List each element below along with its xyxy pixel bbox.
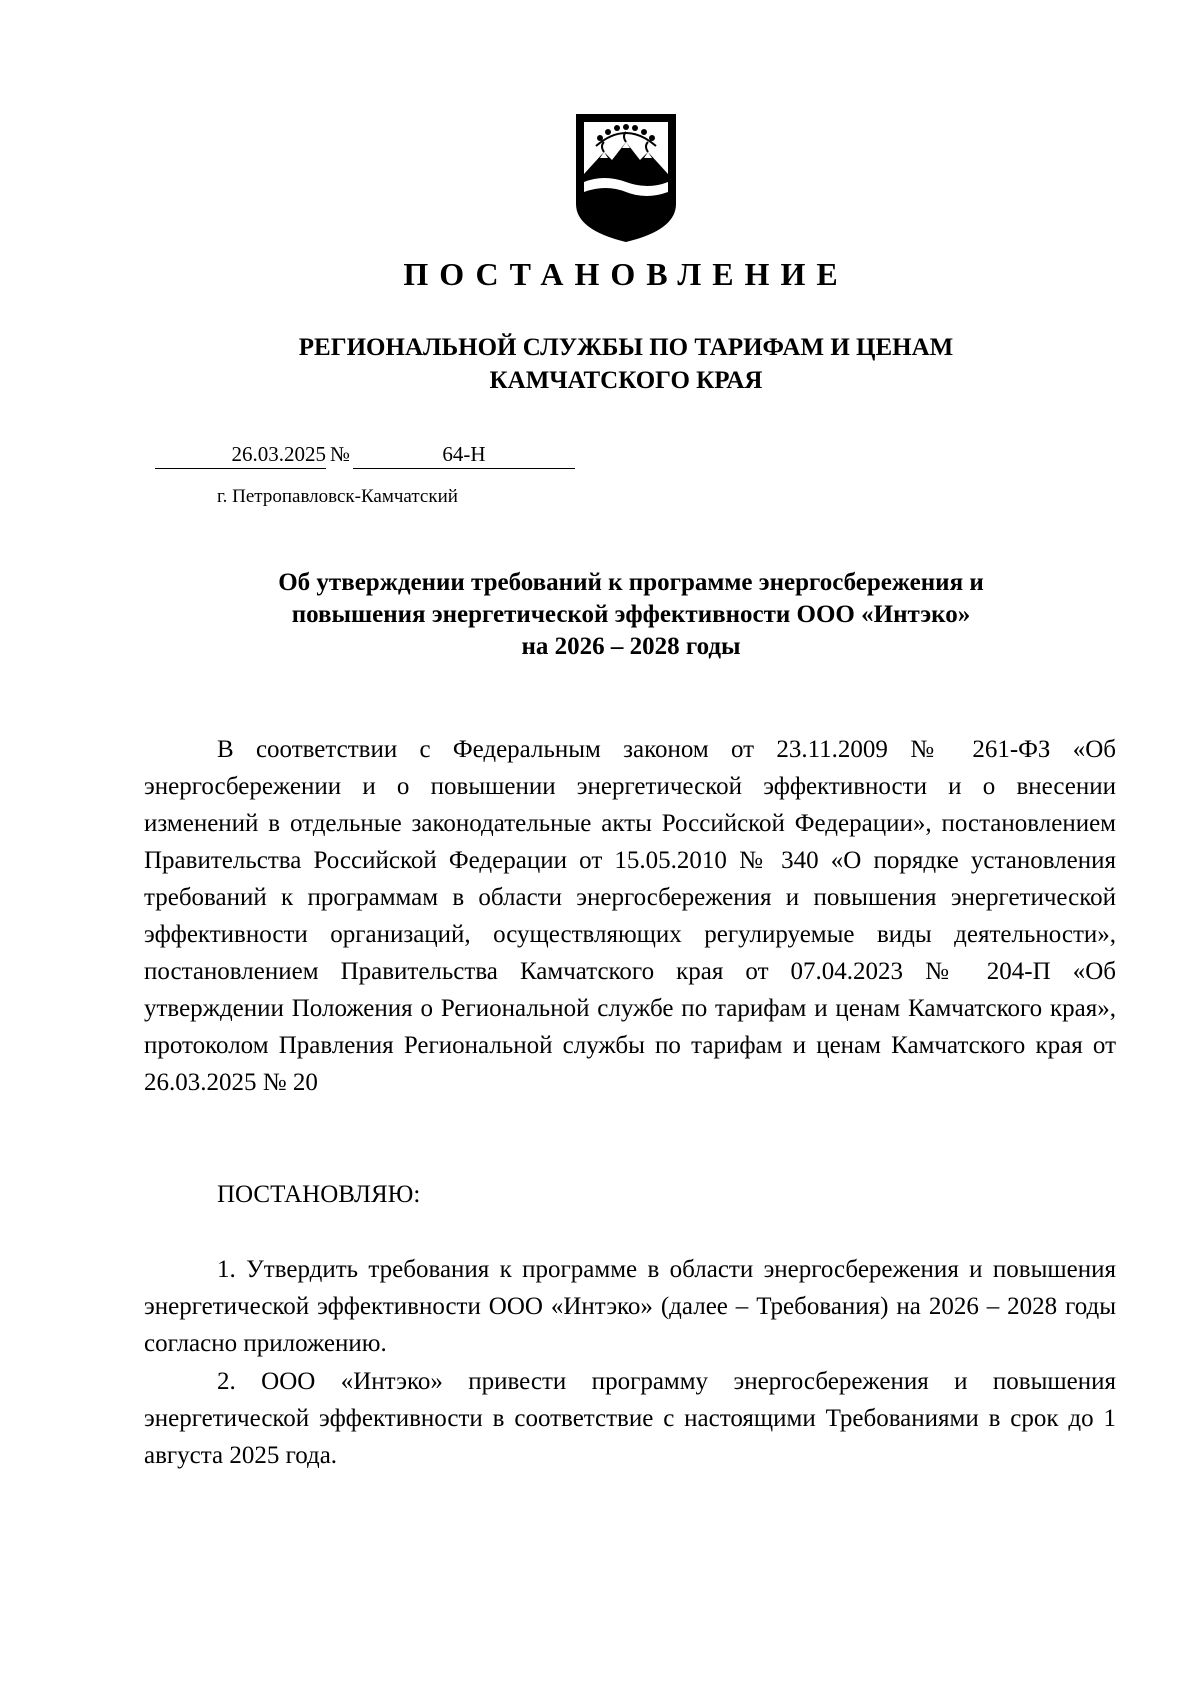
document-type-title: ПОСТАНОВЛЕНИЕ — [403, 256, 849, 292]
agency-name-line-1: РЕГИОНАЛЬНОЙ СЛУЖБЫ ПО ТАРИФАМ И ЦЕНАМ — [298, 334, 954, 361]
resolution-item-1: 1. Утвердить требования к программе в области энергосбережения и повышения энергетической эффективности ООО «Интэко» (далее – Требования) на 2026 – 2028 годы согласно приложению. — [144, 1256, 1116, 1357]
kamchatka-coat-of-arms-icon — [574, 112, 678, 244]
preamble-paragraph: В соответствии с Федеральным законом от 23.11.2009 № 261-ФЗ «Об энергосбережении и о повышении энергетической эффективности и о внесении изменений в отдельные законодательные акты Российской Федерации», постановлением Правительства Российской Федерации от 15.05.2010 № 340 «О порядке установления требований к программам в области энергосбережения и повышения энергетической эффективности организаций, осуществляющих регулируемые виды деятельности», постановлением Правительства Камчатского края от 07.04.2023 № 204-П «Об утверждении Положения о Региональной службе по тарифам и ценам Камчатского края», протоколом Правления Региональной службы по тарифам и ценам Камчатского края от 26.03.2025 № 20 — [144, 736, 1116, 1096]
registration-date: 26.03.2025 — [155, 440, 326, 469]
issuing-city: г. Петропавловск-Камчатский — [217, 486, 458, 507]
registration-number-sign: № — [330, 442, 351, 466]
agency-name-line-2: КАМЧАТСКОГО КРАЯ — [489, 367, 763, 394]
subject-line-2: повышения энергетической эффективности ООО «Интэко» — [291, 601, 971, 628]
agency-name — [0, 331, 1200, 397]
document-subject — [0, 567, 1200, 663]
subject-line-1: Об утверждении требований к программе энергосбережения и — [278, 569, 984, 596]
registration-number: 64-Н — [353, 440, 575, 469]
resolve-heading: ПОСТАНОВЛЯЮ: — [217, 1181, 421, 1208]
subject-line-3: на 2026 – 2028 годы — [521, 633, 741, 660]
resolution-item-2: 2. ООО «Интэко» привести программу энергосбережения и повышения энергетической эффективности в соответствие с настоящими Требованиями в срок до 1 августа 2025 года. — [144, 1368, 1116, 1469]
